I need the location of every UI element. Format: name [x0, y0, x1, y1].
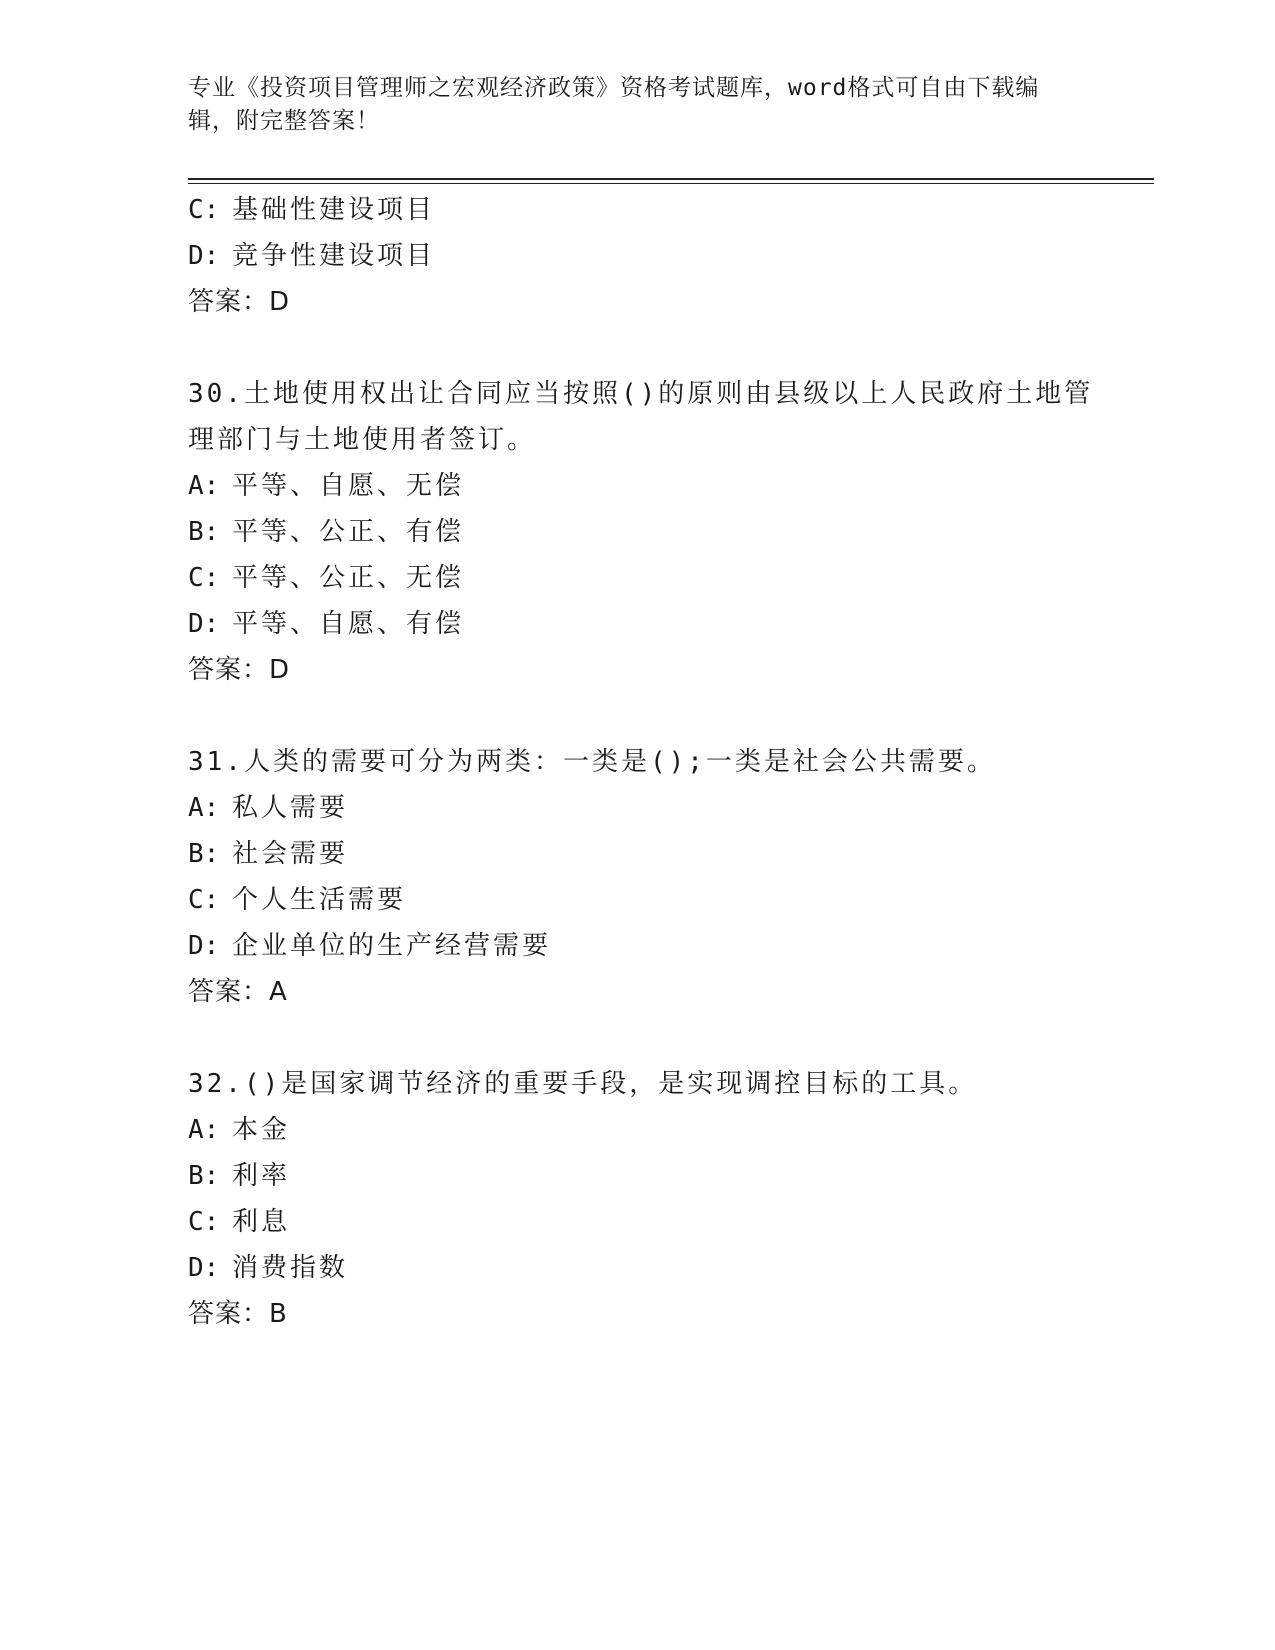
answer-row: [188, 279, 1088, 325]
option-row: [188, 1107, 1088, 1153]
question-stem: 30.土地使用权出让合同应当按照()的原则由县级以上人民政府土地管: [188, 379, 1094, 409]
answer-row: [188, 1291, 1088, 1337]
option-row: [188, 509, 1088, 555]
option-text: 利息: [232, 1207, 291, 1237]
answer-value: D: [269, 655, 291, 685]
question-stem: 理部门与土地使用者签订。: [188, 425, 537, 455]
header-rule-thin: [188, 183, 1154, 184]
answer-label: 答案：: [188, 287, 270, 317]
answer-value: A: [269, 977, 288, 1007]
option-text: 平等、公正、无偿: [232, 563, 465, 593]
option-row: [188, 555, 1088, 601]
option-text: 消费指数: [232, 1253, 349, 1283]
option-letter: A:: [188, 793, 220, 823]
answer-label: 答案：: [188, 655, 270, 685]
document-header: [188, 72, 1068, 138]
option-letter: D:: [188, 241, 220, 271]
question-fragment: [188, 187, 1088, 325]
option-row: [188, 785, 1088, 831]
option-text: 企业单位的生产经营需要: [232, 931, 552, 961]
option-row: [188, 831, 1088, 877]
option-text: 私人需要: [232, 793, 349, 823]
option-text: 利率: [232, 1161, 291, 1191]
question-stem: 32.()是国家调节经济的重要手段，是实现调控目标的工具。: [188, 1069, 978, 1099]
option-letter: C:: [188, 885, 220, 915]
header-rule-thick: [188, 178, 1154, 180]
question-32: [188, 1061, 1088, 1337]
answer-value: B: [269, 1299, 288, 1329]
option-letter: D:: [188, 931, 220, 961]
answer-row: [188, 647, 1088, 693]
option-row: [188, 923, 1088, 969]
option-row: [188, 1153, 1088, 1199]
option-row: [188, 877, 1088, 923]
option-letter: B:: [188, 1161, 220, 1191]
question-list: [188, 187, 1094, 1337]
header-line-2: 辑，附完整答案！: [188, 108, 380, 134]
option-letter: C:: [188, 563, 220, 593]
answer-row: [188, 969, 1088, 1015]
option-text: 平等、自愿、无偿: [232, 471, 465, 501]
answer-label: 答案：: [188, 1299, 270, 1329]
answer-label: 答案：: [188, 977, 270, 1007]
option-text: 社会需要: [232, 839, 349, 869]
option-letter: B:: [188, 517, 220, 547]
option-row: [188, 601, 1088, 647]
option-text: 竞争性建设项目: [232, 241, 436, 271]
option-letter: D:: [188, 1253, 220, 1283]
option-row: [188, 1199, 1088, 1245]
option-text: 基础性建设项目: [232, 195, 436, 225]
option-row: [188, 187, 1088, 233]
option-letter: D:: [188, 609, 220, 639]
option-letter: C:: [188, 195, 220, 225]
question-31: [188, 739, 1088, 1015]
option-letter: A:: [188, 471, 220, 501]
option-letter: B:: [188, 839, 220, 869]
option-text: 本金: [232, 1115, 291, 1145]
question-30: [188, 371, 1094, 693]
option-letter: A:: [188, 1115, 220, 1145]
header-line-1: 专业《投资项目管理师之宏观经济政策》资格考试题库，word格式可自由下载编: [188, 75, 1040, 101]
option-text: 个人生活需要: [232, 885, 407, 915]
option-text: 平等、公正、有偿: [232, 517, 465, 547]
option-row: [188, 233, 1088, 279]
option-row: [188, 463, 1088, 509]
option-row: [188, 1245, 1088, 1291]
question-stem: 31.人类的需要可分为两类：一类是();一类是社会公共需要。: [188, 747, 996, 777]
option-letter: C:: [188, 1207, 220, 1237]
option-text: 平等、自愿、有偿: [232, 609, 465, 639]
answer-value: D: [269, 287, 291, 317]
